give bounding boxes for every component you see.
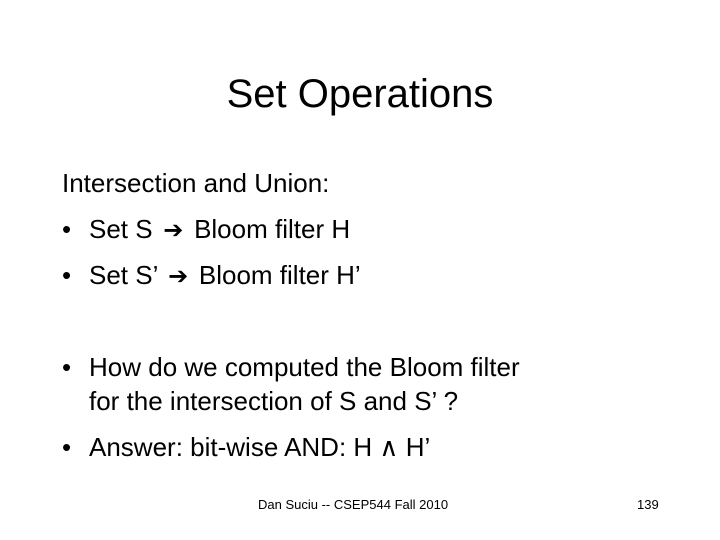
bullet-text-right: Bloom filter H — [194, 214, 351, 244]
bullet-item-answer — [62, 424, 662, 470]
bullet-marker: • — [62, 260, 72, 290]
slide-title: Set Operations — [226, 72, 494, 116]
right-arrow-icon: ➔ — [163, 216, 184, 244]
bullet-item-set-s-prime — [62, 252, 662, 298]
bullet-marker: • — [62, 352, 72, 382]
bullet-marker: • — [62, 214, 72, 244]
page-number: 139 — [637, 497, 659, 512]
bullet-item-question — [62, 344, 662, 424]
bullet-item-set-s — [62, 206, 662, 252]
intro-line: Intersection and Union: — [62, 168, 330, 198]
spacer — [62, 298, 662, 344]
question-line-1: How do we computed the Bloom filter — [89, 352, 520, 382]
slide-body — [62, 160, 662, 470]
footer-credit: Dan Suciu -- CSEP544 Fall 2010 — [258, 497, 449, 512]
question-line-2: for the intersection of S and S’ ? — [89, 386, 459, 416]
bullet-marker: • — [62, 432, 72, 462]
answer-suffix: H’ — [405, 432, 431, 462]
logical-and-icon: ∧ — [379, 433, 399, 463]
bullet-text-left: Set S’ — [89, 260, 158, 290]
answer-text: Answer: bit-wise AND: H — [89, 432, 373, 462]
right-arrow-icon: ➔ — [168, 262, 189, 290]
bullet-text-right: Bloom filter H’ — [198, 260, 361, 290]
bullet-text-left: Set S — [89, 214, 153, 244]
